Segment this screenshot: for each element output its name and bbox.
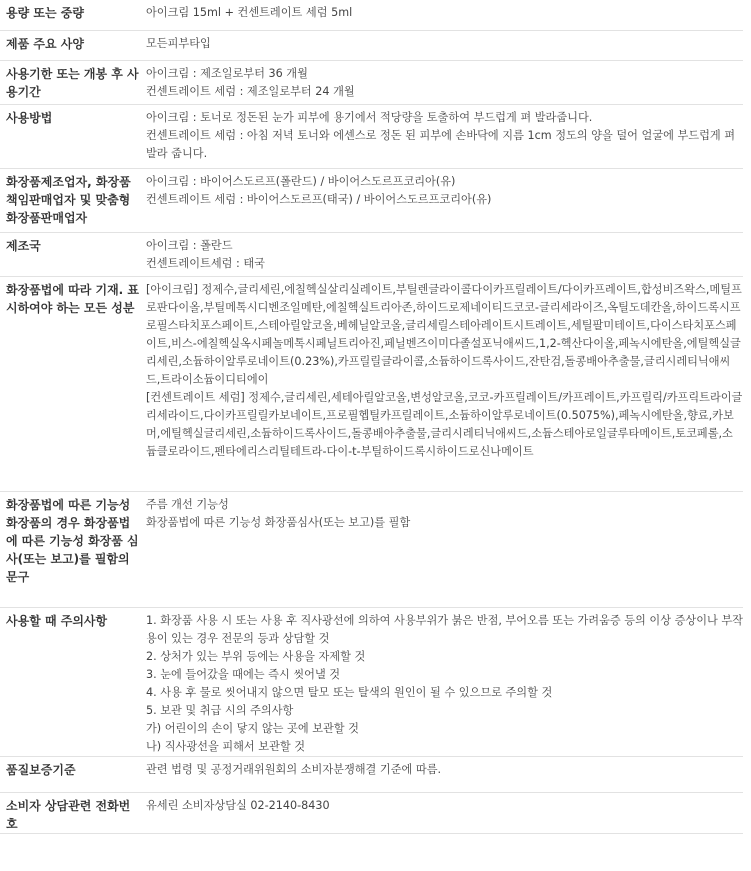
value-line: 2. 상처가 있는 부위 등에는 사용을 자제할 것 <box>146 649 366 663</box>
info-row <box>0 607 743 756</box>
row-value <box>140 30 743 60</box>
value-line: 3. 눈에 들어갔을 때에는 즉시 씻어낼 것 <box>146 667 341 681</box>
value-line: 컨센트레이트 세럼 : 바이어스도르프(태국) / 바이어스도르프코리아(유) <box>146 192 492 206</box>
value-line: 아이크림 : 토너로 정돈된 눈가 피부에 용기에서 적당량을 토출하여 부드럽게 펴 발라줍니다. <box>146 110 593 124</box>
value-line: 5. 보관 및 취급 시의 주의사항 <box>146 703 294 717</box>
value-line: 화장품법에 따른 기능성 화장품심사(또는 보고)를 필함 <box>146 515 411 529</box>
row-value <box>140 756 743 792</box>
row-value <box>140 232 743 276</box>
info-row <box>0 276 743 491</box>
row-label: 화장품제조업자, 화장품책임판매업자 및 맞춤형화장품판매업자 <box>0 168 140 232</box>
info-row <box>0 30 743 60</box>
value-line: 아이크림 15ml + 컨센트레이트 세럼 5ml <box>146 6 353 19</box>
info-row <box>0 232 743 276</box>
value-line: [컨센트레이트 세럼] 정제수,글리세린,세테아릴알코올,변성알코올,코코-카프릴레이트/카프레이트,카프릴릭/카프릭트라이글리세라이드,다이카프릴릴카보네이트,프로필헵틸카프릴레이트,소듐하이알루로네이트(0.5075%),페녹시에탄올,향료,카보머,에틸헥실글리세린,소듐하이드록사이드,돌콩배아추출물,글리시레티닉애씨드,소듐스테아로일글루타메이트,토코페롤,소듐클로라이드,펜타에리스리틸테트라-다이-t-부틸하이드록시하이드로신나메이트 <box>146 390 743 458</box>
row-label: 사용방법 <box>0 104 140 168</box>
value-line: 주름 개선 기능성 <box>146 497 229 511</box>
value-line: 모든피부타입 <box>146 36 211 50</box>
value-line: 가) 어린이의 손이 닿지 않는 곳에 보관할 것 <box>146 721 359 735</box>
value-line: 아이크림 : 폴란드 <box>146 238 233 252</box>
info-row <box>0 756 743 792</box>
row-value <box>140 60 743 104</box>
value-line: 나) 직사광선을 피해서 보관할 것 <box>146 739 306 753</box>
row-value <box>140 104 743 168</box>
value-line: 컨센트레이트세럼 : 태국 <box>146 256 265 270</box>
row-value <box>140 792 743 833</box>
row-label: 화장품법에 따라 기재. 표시하여야 하는 모든 성분 <box>0 276 140 491</box>
row-value <box>140 491 743 607</box>
value-line: 아이크림 : 바이어스도르프(폴란드) / 바이어스도르프코리아(유) <box>146 174 456 188</box>
info-row <box>0 0 743 30</box>
row-label: 제조국 <box>0 232 140 276</box>
row-label: 용량 또는 중량 <box>0 0 140 30</box>
info-row <box>0 792 743 833</box>
row-label: 소비자 상담관련 전화번호 <box>0 792 140 833</box>
row-label: 품질보증기준 <box>0 756 140 792</box>
row-label: 사용기한 또는 개봉 후 사용기간 <box>0 60 140 104</box>
row-label: 화장품법에 따른 기능성 화장품의 경우 화장품법에 따른 기능성 화장품 심사(또는 보고)를 필함의 문구 <box>0 491 140 607</box>
value-line: 컨센트레이트 세럼 : 제조일로부터 24 개월 <box>146 84 355 98</box>
value-line: 컨센트레이트 세럼 : 아침 저녁 토너와 에센스로 정돈 된 피부에 손바닥에 지름 1cm 정도의 양을 덜어 얼굴에 부드럽게 펴 발라 줍니다. <box>146 128 736 160</box>
info-row <box>0 60 743 104</box>
row-value <box>140 276 743 491</box>
info-row <box>0 104 743 168</box>
row-value <box>140 0 743 30</box>
value-line: 4. 사용 후 물로 씻어내지 않으면 탈모 또는 탈색의 원인이 될 수 있으므로 주의할 것 <box>146 685 553 699</box>
value-line: 유세린 소비자상담실 02-2140-8430 <box>146 798 330 812</box>
value-line: 관련 법령 및 공정거래위원회의 소비자분쟁해결 기준에 따름. <box>146 762 442 776</box>
row-value <box>140 607 743 756</box>
row-value <box>140 168 743 232</box>
info-row <box>0 491 743 607</box>
info-row <box>0 168 743 232</box>
value-line: [아이크림] 정제수,글리세린,에칠헥실살리실레이트,부틸렌글라이콜다이카프릴레이트/다이카프레이트,합성비즈왁스,메틸프로판다이올,부틸메톡시디벤조일메탄,에칠헥실트리아존,하이드로제네이티드코코-글리세라이즈,옥틸도데칸올,하이드록시프로필스타치포스페이트,스테아릴알코올,베헤닐알코올,글리세릴스테아레이트시트레이트,세틸팔미테이트,다이스타치포스페이트,비스-에칠헥실옥시페놀메톡시페닐트리아진,페닐벤즈이미다졸설포닉애씨드,1,2-헥산다이올,페녹시에탄올,에틸헥실글리세린,소듐하이알루로네이트(0.23%),카프릴릴글라이콜,소듐하이드록사이드,잔탄검,돌콩배아추출물,글리시레티닉애씨드,트라이소듐이디티에이 <box>146 282 742 386</box>
value-line: 아이크림 : 제조일로부터 36 개월 <box>146 66 308 80</box>
row-label: 제품 주요 사양 <box>0 30 140 60</box>
value-line: 1. 화장품 사용 시 또는 사용 후 직사광선에 의하여 사용부위가 붉은 반점, 부어오름 또는 가려움증 등의 이상 증상이나 부작용이 있는 경우 전문의 등과 상담할 것 <box>146 613 743 645</box>
row-label: 사용할 때 주의사항 <box>0 607 140 756</box>
